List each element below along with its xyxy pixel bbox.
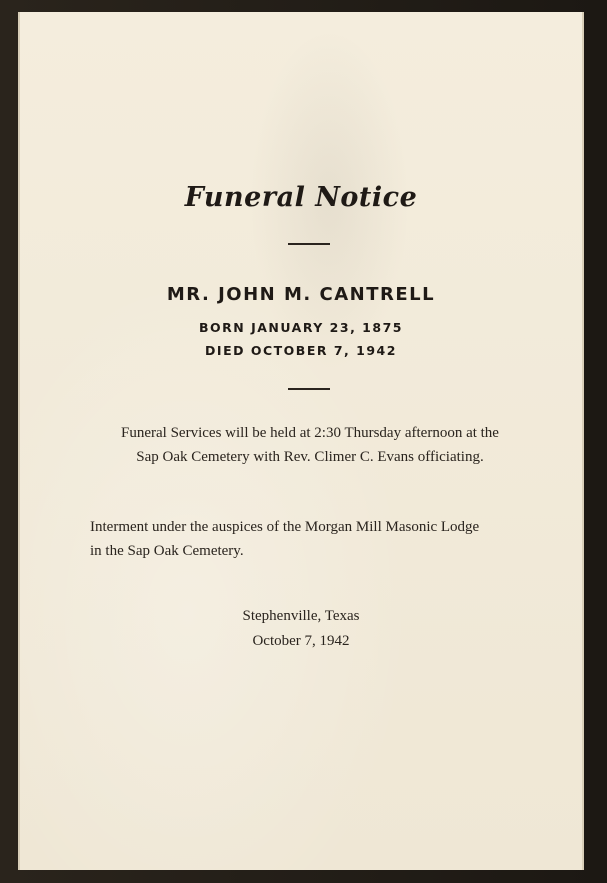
interment-line-2: in the Sap Oak Cemetery. (90, 543, 244, 559)
interment-paragraph (90, 515, 540, 563)
death-date: DIED OCTOBER 7, 1942 (205, 343, 397, 358)
place-date: October 7, 1942 (252, 633, 350, 649)
interment-line-1: Interment under the auspices of the Morgan Mill Masonic Lodge (90, 519, 480, 535)
services-paragraph (80, 421, 540, 469)
card-content (18, 12, 584, 870)
services-line-2: Sap Oak Cemetery with Rev. Climer C. Evans officiating. (136, 449, 484, 465)
birth-date: BORN JANUARY 23, 1875 (199, 320, 403, 335)
deceased-name: MR. JOHN M. CANTRELL (166, 284, 436, 305)
services-line-1: Funeral Services will be held at 2:30 Thursday afternoon at the (121, 425, 499, 441)
funeral-notice-card (18, 12, 584, 870)
notice-title: Funeral Notice (184, 182, 418, 213)
divider-top (288, 243, 330, 245)
place-city: Stephenville, Texas (242, 608, 360, 624)
divider-bottom (288, 388, 330, 390)
